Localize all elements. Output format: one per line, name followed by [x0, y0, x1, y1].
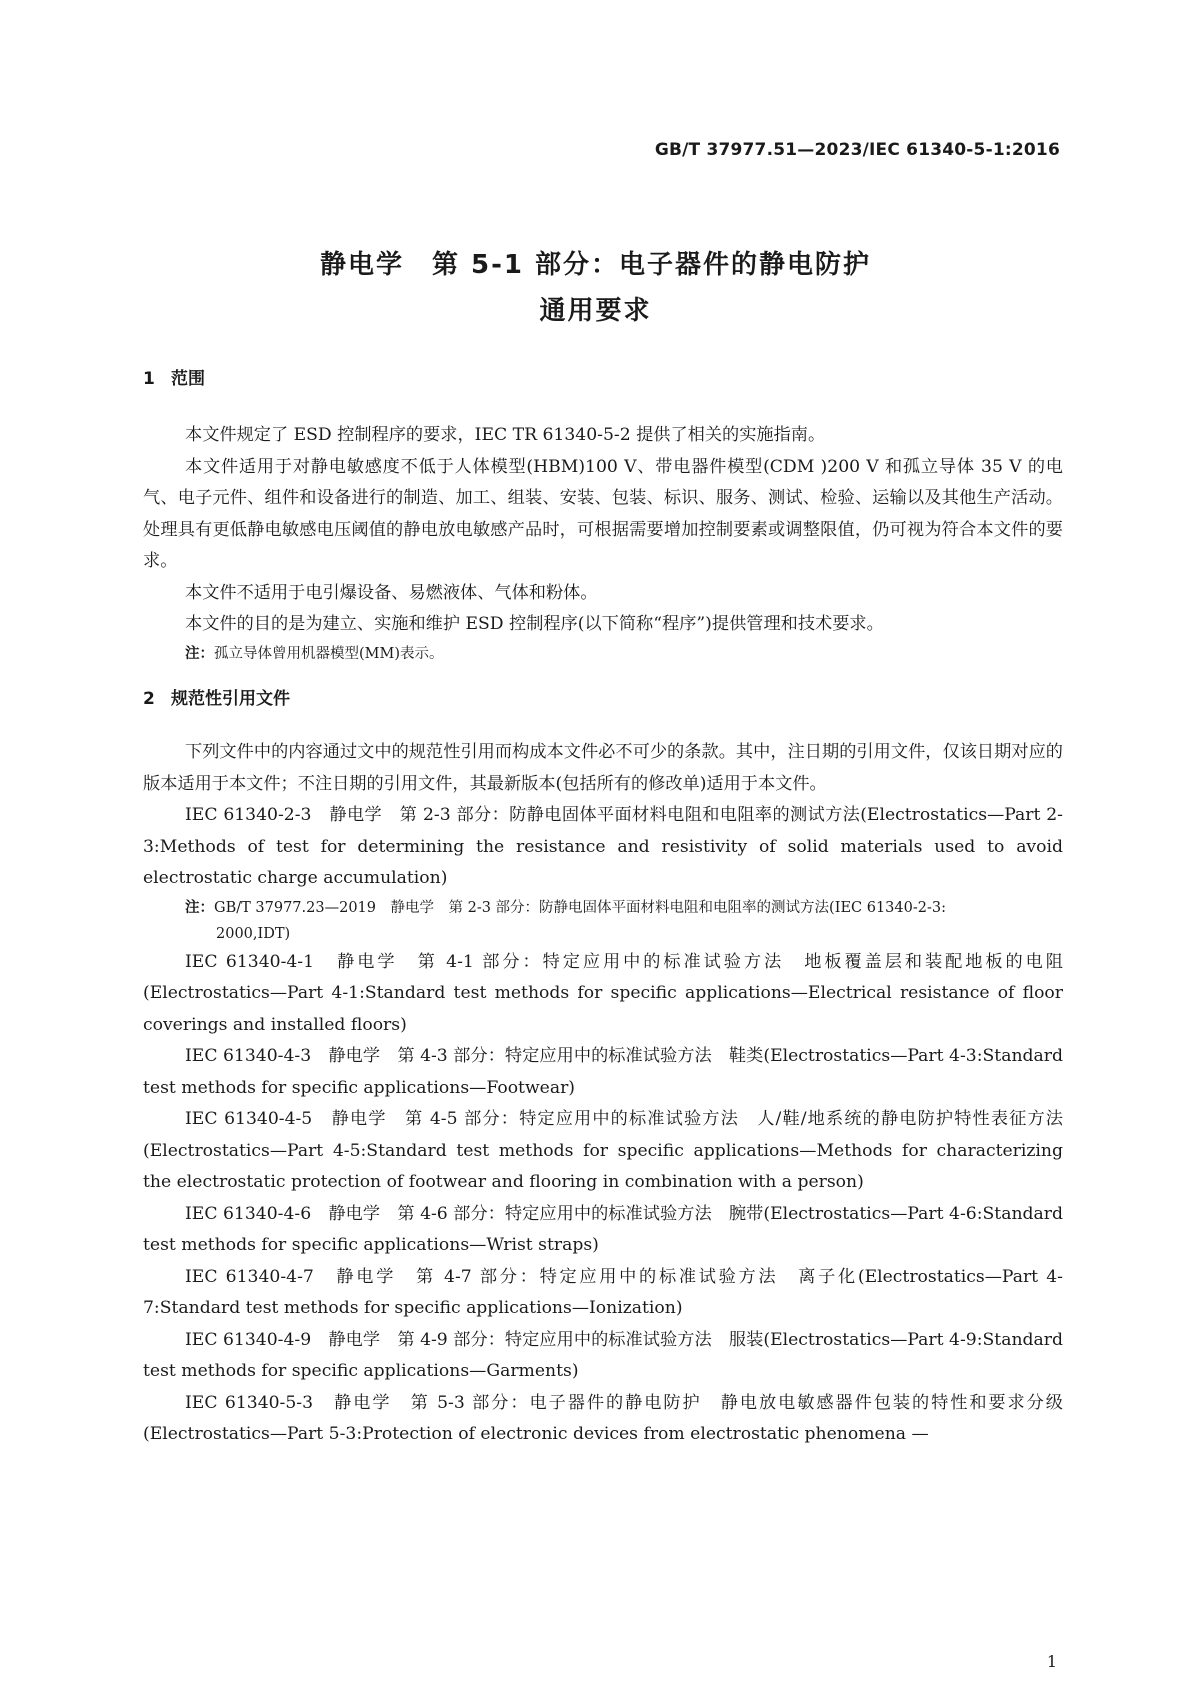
note-label: 注： [185, 645, 214, 662]
section-1-title: 范围 [171, 369, 205, 389]
reference-item: IEC 61340-4-7 静电学 第 4-7 部分：特定应用中的标准试验方法 离子化(Electrostatics—Part 4-7:Standard test methods for specific applications—Ionization) [143, 1266, 1063, 1318]
reference-note [143, 895, 1063, 947]
note-text-line1: GB/T 37977.23—2019 静电学 第 2-3 部分：防静电固体平面材料电阻和电阻率的测试方法(IEC 61340-2-3: [214, 899, 946, 916]
section-1-body [143, 420, 1063, 667]
page-number: 1 [1046, 1652, 1057, 1671]
note-text-line2: 2000,IDT) [216, 925, 291, 942]
reference-item: IEC 61340-5-3 静电学 第 5-3 部分：电子器件的静电防护 静电放电敏感器件包装的特性和要求分级(Electrostatics—Part 5-3:Protection of electronic devices from electrostatic phenomena — [143, 1392, 1063, 1444]
section-1-note [143, 641, 1063, 667]
document-title-line2: 通用要求 [539, 296, 652, 326]
section-2-heading [143, 684, 290, 709]
reference-item: IEC 61340-2-3 静电学 第 2-3 部分：防静电固体平面材料电阻和电阻率的测试方法(Electrostatics—Part 2-3:Methods of test for determining the resistance and resistivity of solid materials used to avoid electrostatic charge accumulation) [143, 805, 1063, 888]
paragraph: 本文件适用于对静电敏感度不低于人体模型(HBM)100 V、带电器件模型(CDM )200 V 和孤立导体 35 V 的电气、电子元件、组件和设备进行的制造、加工、组装、安装、包装、标识、服务、测试、检验、运输以及其他生产活动。处理具有更低静电敏感电压阈值的静电放电敏感产品时，可根据需要增加控制要素或调整限值，仍可视为符合本文件的要求。 [143, 456, 1063, 571]
standard-number: GB/T 37977.51—2023/IEC 61340-5-1:2016 [654, 140, 1060, 160]
note-text: 孤立导体曾用机器模型(MM)表示。 [214, 645, 444, 662]
note-label: 注： [185, 899, 214, 916]
section-1-heading [143, 364, 205, 389]
section-2-title: 规范性引用文件 [171, 689, 290, 709]
section-2-body [143, 737, 1063, 1451]
reference-item: IEC 61340-4-3 静电学 第 4-3 部分：特定应用中的标准试验方法 鞋类(Electrostatics—Part 4-3:Standard test methods for specific applications—Footwear) [143, 1046, 1063, 1098]
section-2-number: 2 [143, 689, 155, 709]
reference-item: IEC 61340-4-6 静电学 第 4-6 部分：特定应用中的标准试验方法 腕带(Electrostatics—Part 4-6:Standard test methods for specific applications—Wrist straps) [143, 1203, 1063, 1255]
section-1-number: 1 [143, 369, 155, 389]
document-title-line1: 静电学 第 5-1 部分：电子器件的静电防护 [319, 250, 872, 280]
paragraph: 下列文件中的内容通过文中的规范性引用而构成本文件必不可少的条款。其中，注日期的引用文件，仅该日期对应的版本适用于本文件；不注日期的引用文件，其最新版本(包括所有的修改单)适用于本文件。 [143, 742, 1063, 794]
reference-item: IEC 61340-4-1 静电学 第 4-1 部分：特定应用中的标准试验方法 地板覆盖层和装配地板的电阻(Electrostatics—Part 4-1:Standard test methods for specific applications—Electrical resistance of floor coverings and installed floors) [143, 951, 1063, 1035]
paragraph: 本文件规定了 ESD 控制程序的要求，IEC TR 61340-5-2 提供了相关的实施指南。 [185, 425, 826, 445]
paragraph: 本文件的目的是为建立、实施和维护 ESD 控制程序(以下简称“程序”)提供管理和技术要求。 [185, 614, 884, 634]
reference-item: IEC 61340-4-9 静电学 第 4-9 部分：特定应用中的标准试验方法 服装(Electrostatics—Part 4-9:Standard test methods for specific applications—Garments) [143, 1329, 1063, 1381]
reference-item: IEC 61340-4-5 静电学 第 4-5 部分：特定应用中的标准试验方法 人/鞋/地系统的静电防护特性表征方法(Electrostatics—Part 4-5:Standard test methods for specific applications—Methods for characterizing the electrostatic protection of footwear and flooring in combination with a person) [143, 1109, 1063, 1192]
paragraph: 本文件不适用于电引爆设备、易燃液体、气体和粉体。 [185, 582, 598, 603]
